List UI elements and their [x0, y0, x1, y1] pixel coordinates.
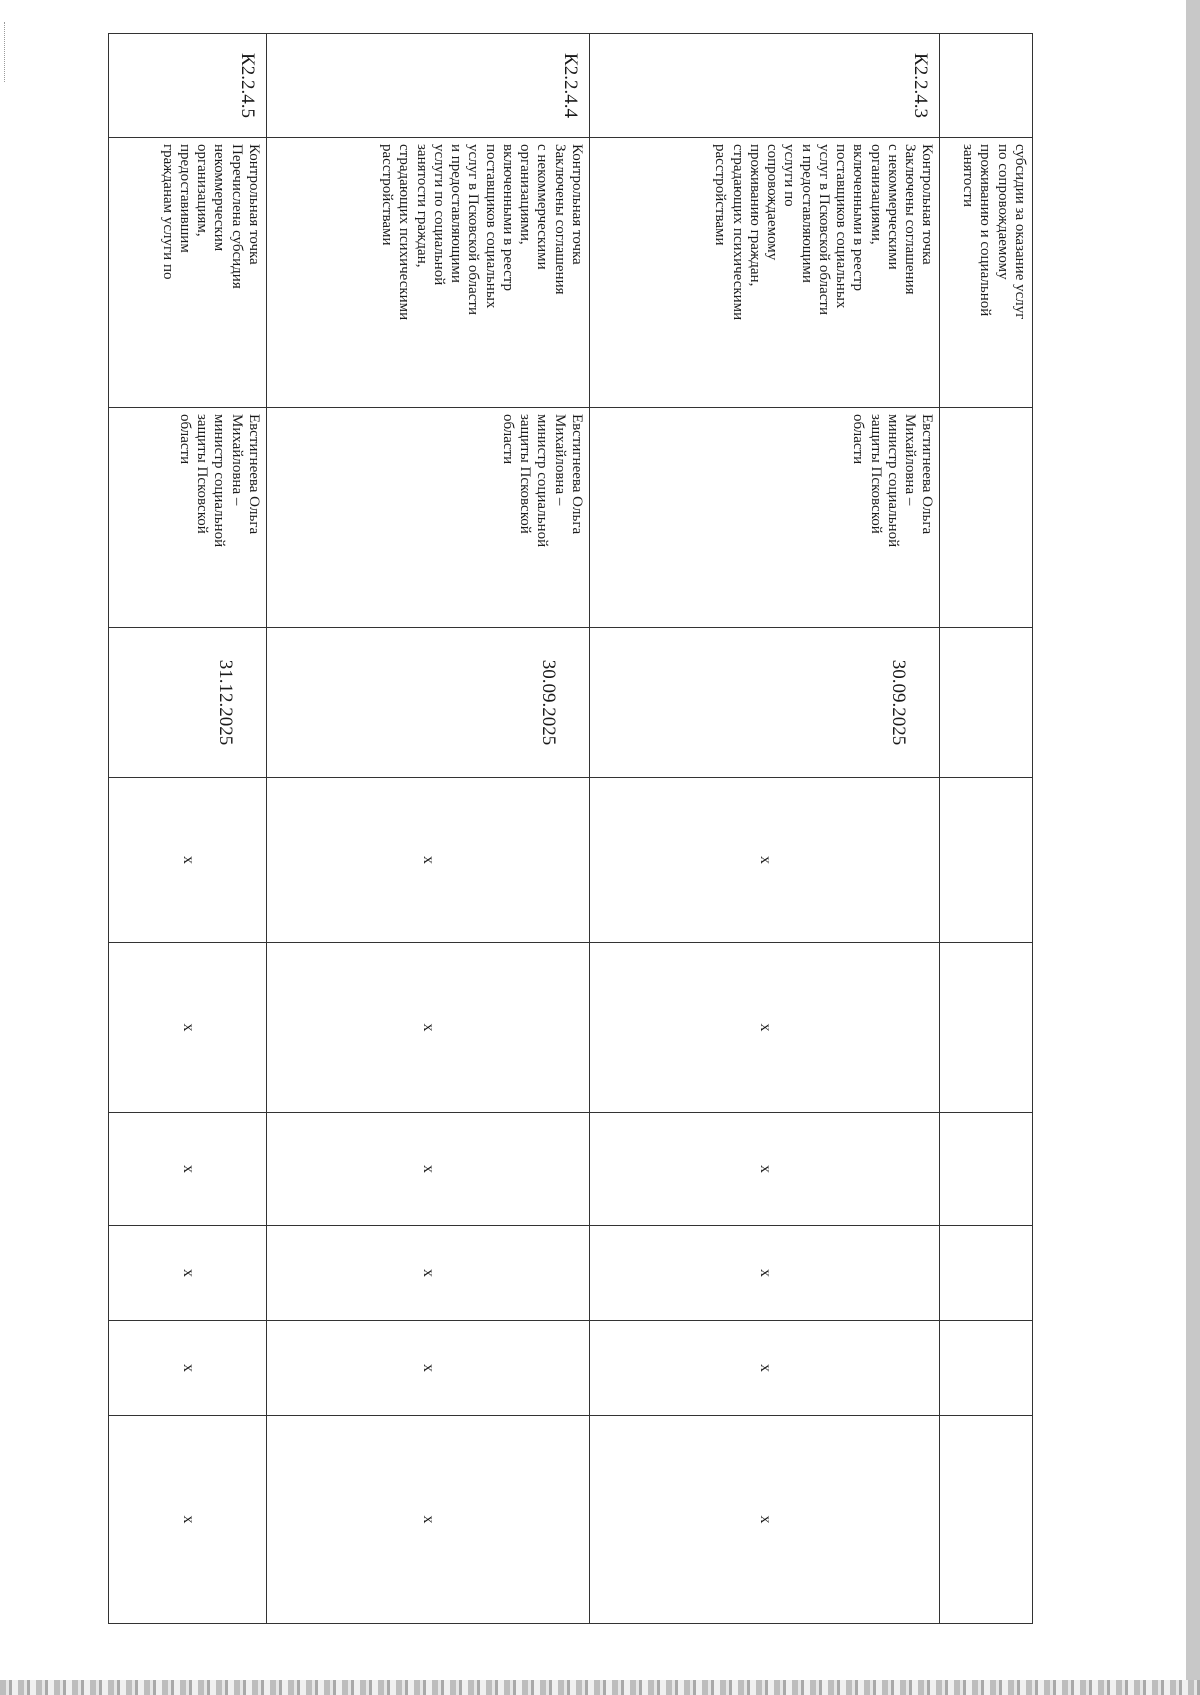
row-mark: х: [266, 1416, 589, 1624]
row-mark: х: [266, 1226, 589, 1321]
row-mark: х: [109, 1113, 267, 1226]
row-mark: х: [589, 943, 939, 1113]
row-code: К2.2.4.4: [266, 34, 589, 138]
table-row: [589, 34, 939, 1624]
row-description: Контрольная точка Заключены соглашения с некоммерческими организациями, включенными в реестр поставщиков социальных услуг в Псковской области и предоставляющими услуги по сопровождаемому проживанию граждан, страдающих психическими расстройствами: [589, 138, 939, 408]
row-date: 30.09.2025: [589, 628, 939, 778]
scan-bottom-strip: [0, 1680, 1200, 1695]
row-code: К2.2.4.5: [109, 34, 267, 138]
row-description: Контрольная точка Перечислена субсидия некоммерческим организациям, предоставившим гражданам услуги по: [109, 138, 267, 408]
row-date: 30.09.2025: [266, 628, 589, 778]
row-mark: [940, 778, 1033, 943]
table-row: [940, 34, 1033, 1624]
table-row: [109, 34, 267, 1624]
row-responsible: Евстигнеева Ольга Михайловна – министр социальной защиты Псковской области: [589, 408, 939, 628]
row-mark: х: [589, 1416, 939, 1624]
row-code: К2.2.4.3: [589, 34, 939, 138]
row-mark: х: [589, 1113, 939, 1226]
row-mark: [940, 1226, 1033, 1321]
row-mark: [940, 1113, 1033, 1226]
rotated-table-wrapper: [108, 33, 1033, 1623]
table-row: [266, 34, 589, 1624]
row-mark: х: [266, 778, 589, 943]
row-mark: х: [109, 1416, 267, 1624]
row-mark: х: [589, 778, 939, 943]
row-mark: х: [109, 943, 267, 1113]
row-mark: х: [109, 1226, 267, 1321]
row-mark: [940, 943, 1033, 1113]
row-mark: х: [266, 943, 589, 1113]
control-points-table: [108, 33, 1033, 1624]
scan-margin-mark: [4, 22, 19, 82]
row-responsible: Евстигнеева Ольга Михайловна – министр социальной защиты Псковской области: [266, 408, 589, 628]
row-description: Контрольная точка Заключены соглашения с некоммерческими организациями, включенными в реестр поставщиков социальных услуг в Псковской области и предоставляющими услуги по социальной занятости граждан, страдающих психическими расстройствами: [266, 138, 589, 408]
row-mark: х: [266, 1321, 589, 1416]
row-description: субсидии за оказание услуг по сопровождаемому проживанию и социальной занятости: [940, 138, 1033, 408]
row-responsible: Евстигнеева Ольга Михайловна – министр социальной защиты Псковской области: [109, 408, 267, 628]
row-mark: [940, 1416, 1033, 1624]
scan-right-edge: [1186, 0, 1200, 1695]
row-mark: [940, 1321, 1033, 1416]
row-responsible: [940, 408, 1033, 628]
row-mark: х: [589, 1226, 939, 1321]
row-mark: х: [266, 1113, 589, 1226]
row-mark: х: [109, 1321, 267, 1416]
row-date: 31.12.2025: [109, 628, 267, 778]
row-date: [940, 628, 1033, 778]
row-mark: х: [109, 778, 267, 943]
row-mark: х: [589, 1321, 939, 1416]
row-code: [940, 34, 1033, 138]
